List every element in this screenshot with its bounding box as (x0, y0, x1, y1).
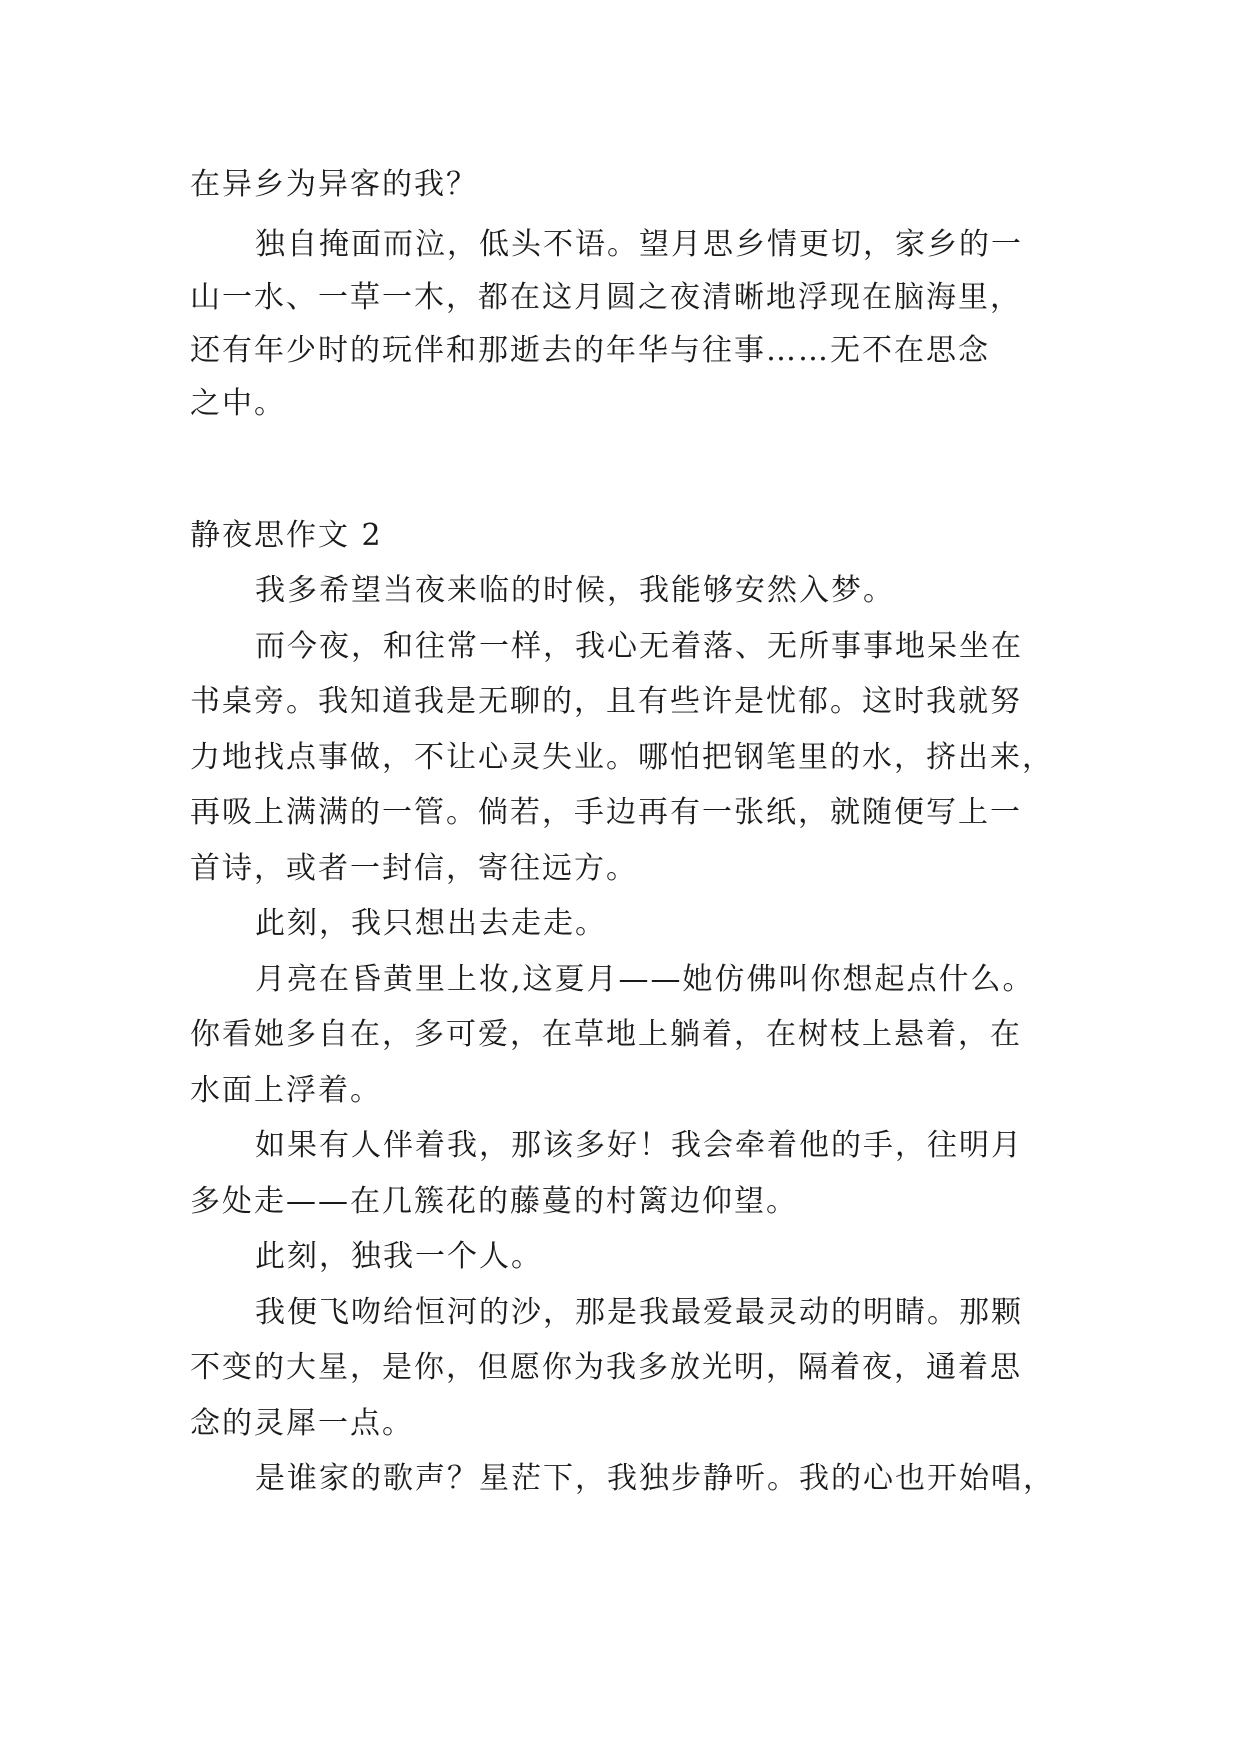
paragraph-first-line: 我多希望当夜来临的时候，我能够安然入梦。 (255, 573, 895, 608)
body-line: 念的灵犀一点。 (190, 1406, 414, 1441)
body-line: 山一水、一草一木，都在这月圆之夜清晰地浮现在脑海里， (190, 280, 1022, 315)
body-line: 在异乡为异客的我？ (190, 167, 478, 202)
paragraph-first-line: 独自掩面而泣，低头不语。望月思乡情更切，家乡的一 (255, 227, 1023, 262)
body-line: 之中。 (190, 386, 286, 421)
section-heading: 静夜思作文 2 (190, 518, 383, 553)
paragraph-first-line: 而今夜，和往常一样，我心无着落、无所事事地呆坐在 (255, 629, 1023, 664)
body-line: 多处走——在几簇花的藤蔓的村篱边仰望。 (190, 1184, 798, 1219)
body-line: 不变的大星，是你，但愿你为我多放光明，隔着夜，通着思 (190, 1350, 1022, 1385)
body-line: 力地找点事做，不让心灵失业。哪怕把钢笔里的水，挤出来， (190, 740, 1054, 775)
paragraph-first-line: 此刻，我只想出去走走。 (255, 906, 607, 941)
paragraph-first-line: 我便飞吻给恒河的沙，那是我最爱最灵动的明睛。那颗 (255, 1295, 1023, 1330)
paragraph-first-line: 月亮在昏黄里上妆,这夏月——她仿佛叫你想起点什么。 (255, 962, 1035, 997)
body-line: 再吸上满满的一管。倘若，手边再有一张纸，就随便写上一 (190, 795, 1022, 830)
paragraph-first-line: 此刻，独我一个人。 (255, 1239, 543, 1274)
body-line: 书桌旁。我知道我是无聊的，且有些许是忧郁。这时我就努 (190, 684, 1022, 719)
body-line: 你看她多自在，多可爱，在草地上躺着，在树枝上悬着，在 (190, 1017, 1022, 1052)
paragraph-first-line: 是谁家的歌声？星茫下，我独步静听。我的心也开始唱， (255, 1461, 1055, 1496)
paragraph-first-line: 如果有人伴着我，那该多好！我会牵着他的手，往明月 (255, 1128, 1023, 1163)
body-line: 水面上浮着。 (190, 1073, 382, 1108)
body-line: 首诗，或者一封信，寄往远方。 (190, 851, 638, 886)
body-line: 还有年少时的玩伴和那逝去的年华与往事……无不在思念 (190, 333, 990, 368)
